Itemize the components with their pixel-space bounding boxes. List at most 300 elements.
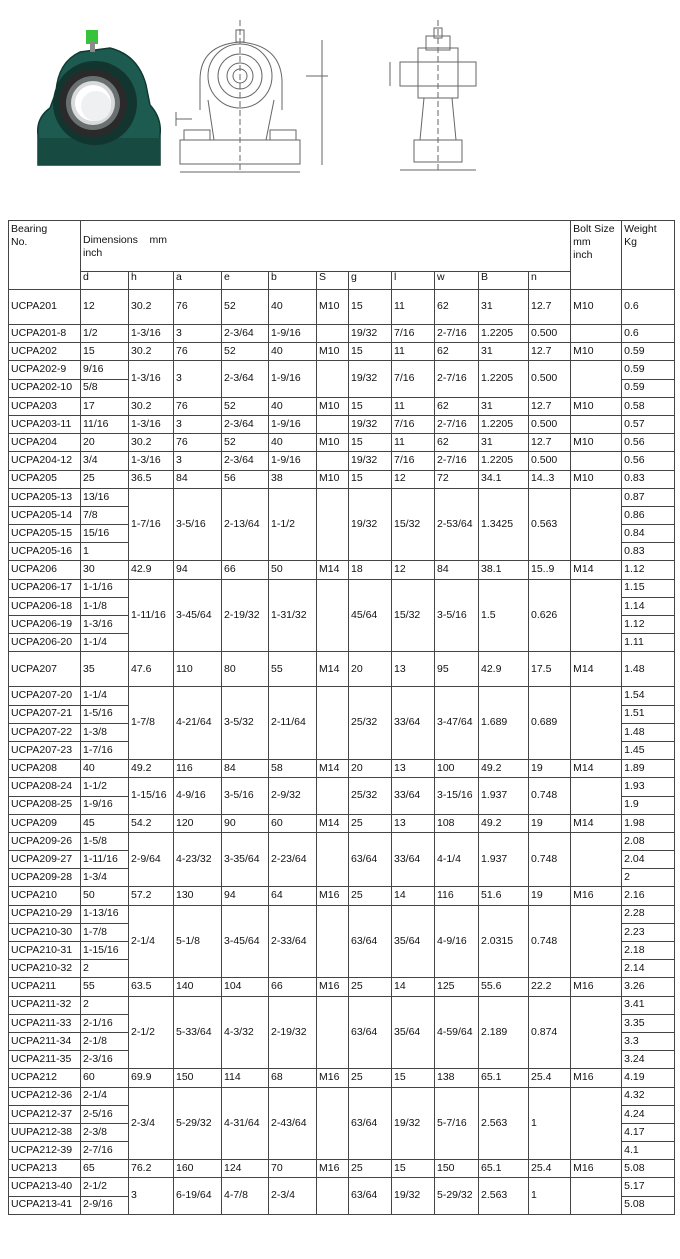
side-view-drawing bbox=[390, 20, 476, 170]
cell-n: 0.500 bbox=[529, 452, 571, 470]
cell-weight: 1.15 bbox=[622, 579, 675, 597]
cell-bearing-no: UCPA203 bbox=[9, 397, 81, 415]
cell-g: 15 bbox=[349, 434, 392, 452]
cell-d: 40 bbox=[81, 760, 129, 778]
cell-w: 62 bbox=[435, 434, 479, 452]
cell-d: 1-7/8 bbox=[81, 923, 129, 941]
cell-n: 12.7 bbox=[529, 434, 571, 452]
cell-w: 62 bbox=[435, 343, 479, 361]
cell-d: 2-9/16 bbox=[81, 1196, 129, 1214]
cell-d: 1-5/8 bbox=[81, 832, 129, 850]
cell-a: 160 bbox=[174, 1160, 222, 1178]
bearing-spec-table bbox=[8, 220, 675, 1215]
cell-bearing-no: UCPA204 bbox=[9, 434, 81, 452]
cell-d: 1 bbox=[81, 543, 129, 561]
cell-w: 62 bbox=[435, 290, 479, 325]
cell-h: 1-3/16 bbox=[129, 325, 174, 343]
table-row bbox=[9, 1160, 675, 1178]
cell-l: 15/32 bbox=[392, 488, 435, 561]
cell-l: 15 bbox=[392, 1069, 435, 1087]
cell-bearing-no: UCPA208-24 bbox=[9, 778, 81, 796]
table-row bbox=[9, 905, 675, 923]
cell-w: 62 bbox=[435, 397, 479, 415]
table-row bbox=[9, 361, 675, 379]
bolt-size-header: Bolt Size mm inch bbox=[571, 221, 622, 290]
cell-d: 60 bbox=[81, 1069, 129, 1087]
cell-n: 0.748 bbox=[529, 778, 571, 814]
cell-s: M16 bbox=[317, 887, 349, 905]
cell-bearing-no: UCPA202-10 bbox=[9, 379, 81, 397]
cell-d: 1-11/16 bbox=[81, 851, 129, 869]
cell-e: 3-5/16 bbox=[222, 778, 269, 814]
cell-bolt: M16 bbox=[571, 1069, 622, 1087]
cell-b: 38 bbox=[269, 470, 317, 488]
cell-weight: 1.89 bbox=[622, 760, 675, 778]
cell-bb: 1.2205 bbox=[479, 452, 529, 470]
table-row bbox=[9, 652, 675, 687]
cell-bolt: M16 bbox=[571, 978, 622, 996]
cell-bb: 1.5 bbox=[479, 579, 529, 652]
cell-weight: 1.45 bbox=[622, 741, 675, 759]
cell-g: 20 bbox=[349, 760, 392, 778]
cell-w: 2-7/16 bbox=[435, 415, 479, 433]
table-row bbox=[9, 1178, 675, 1196]
cell-s: M14 bbox=[317, 814, 349, 832]
cell-e: 114 bbox=[222, 1069, 269, 1087]
cell-bb: 1.937 bbox=[479, 778, 529, 814]
cell-n: 0.500 bbox=[529, 415, 571, 433]
cell-h: 30.2 bbox=[129, 434, 174, 452]
table-row bbox=[9, 760, 675, 778]
cell-n: 25.4 bbox=[529, 1069, 571, 1087]
cell-e: 2-3/64 bbox=[222, 415, 269, 433]
cell-bolt: M10 bbox=[571, 397, 622, 415]
cell-a: 3 bbox=[174, 361, 222, 397]
cell-bearing-no: UCPA208-25 bbox=[9, 796, 81, 814]
cell-weight: 5.17 bbox=[622, 1178, 675, 1196]
cell-bb: 2.0315 bbox=[479, 905, 529, 978]
cell-s: M10 bbox=[317, 434, 349, 452]
cell-b: 55 bbox=[269, 652, 317, 687]
cell-s: M10 bbox=[317, 397, 349, 415]
cell-weight: 4.17 bbox=[622, 1123, 675, 1141]
cell-bearing-no: UCPA208 bbox=[9, 760, 81, 778]
cell-w: 2-7/16 bbox=[435, 325, 479, 343]
cell-d: 1-5/16 bbox=[81, 705, 129, 723]
cell-h: 1-7/16 bbox=[129, 488, 174, 561]
cell-bb: 42.9 bbox=[479, 652, 529, 687]
cell-e: 2-13/64 bbox=[222, 488, 269, 561]
cell-b: 2-43/64 bbox=[269, 1087, 317, 1160]
cell-bolt bbox=[571, 832, 622, 887]
cell-b: 40 bbox=[269, 290, 317, 325]
cell-weight: 3.35 bbox=[622, 1014, 675, 1032]
cell-d: 2 bbox=[81, 960, 129, 978]
table-row bbox=[9, 415, 675, 433]
cell-a: 5-29/32 bbox=[174, 1087, 222, 1160]
cell-s: M16 bbox=[317, 1160, 349, 1178]
cell-a: 4-23/32 bbox=[174, 832, 222, 887]
cell-n: 0.689 bbox=[529, 687, 571, 760]
cell-s bbox=[317, 488, 349, 561]
cell-d: 45 bbox=[81, 814, 129, 832]
cell-l: 33/64 bbox=[392, 687, 435, 760]
table-row bbox=[9, 687, 675, 705]
cell-bearing-no: UCPA207-21 bbox=[9, 705, 81, 723]
cell-l: 15/32 bbox=[392, 579, 435, 652]
cell-w: 3-15/16 bbox=[435, 778, 479, 814]
cell-b: 2-3/4 bbox=[269, 1178, 317, 1214]
cell-weight: 1.9 bbox=[622, 796, 675, 814]
cell-n: 0.626 bbox=[529, 579, 571, 652]
cell-l: 14 bbox=[392, 887, 435, 905]
cell-bb: 1.2205 bbox=[479, 415, 529, 433]
cell-weight: 4.1 bbox=[622, 1142, 675, 1160]
cell-d: 1-3/8 bbox=[81, 723, 129, 741]
cell-h: 54.2 bbox=[129, 814, 174, 832]
cell-g: 25 bbox=[349, 1069, 392, 1087]
bearing-no-header: Bearing No. bbox=[9, 221, 81, 290]
cell-a: 3 bbox=[174, 415, 222, 433]
cell-n: 0.500 bbox=[529, 361, 571, 397]
cell-bearing-no: UCPA206 bbox=[9, 561, 81, 579]
cell-h: 1-3/16 bbox=[129, 452, 174, 470]
dim-col-header-w: w bbox=[435, 272, 479, 290]
cell-weight: 1.48 bbox=[622, 723, 675, 741]
cell-bb: 31 bbox=[479, 397, 529, 415]
cell-bolt: M10 bbox=[571, 290, 622, 325]
cell-weight: 4.24 bbox=[622, 1105, 675, 1123]
cell-b: 60 bbox=[269, 814, 317, 832]
table-row bbox=[9, 579, 675, 597]
cell-s bbox=[317, 778, 349, 814]
cell-weight: 2.14 bbox=[622, 960, 675, 978]
cell-b: 2-11/64 bbox=[269, 687, 317, 760]
cell-bearing-no: UCPA211-33 bbox=[9, 1014, 81, 1032]
table-row bbox=[9, 978, 675, 996]
cell-b: 2-23/64 bbox=[269, 832, 317, 887]
cell-n: 0.500 bbox=[529, 325, 571, 343]
cell-d: 12 bbox=[81, 290, 129, 325]
cell-bearing-no: UCPA201 bbox=[9, 290, 81, 325]
cell-g: 63/64 bbox=[349, 1087, 392, 1160]
cell-bearing-no: UCPA206-18 bbox=[9, 597, 81, 615]
cell-g: 15 bbox=[349, 470, 392, 488]
cell-bearing-no: UCPA205-16 bbox=[9, 543, 81, 561]
cell-d: 1-15/16 bbox=[81, 942, 129, 960]
cell-weight: 0.58 bbox=[622, 397, 675, 415]
cell-bearing-no: UCPA205-15 bbox=[9, 525, 81, 543]
dim-col-header-n: n bbox=[529, 272, 571, 290]
cell-a: 84 bbox=[174, 470, 222, 488]
cell-bolt: M16 bbox=[571, 1160, 622, 1178]
cell-bb: 65.1 bbox=[479, 1069, 529, 1087]
cell-bolt: M14 bbox=[571, 814, 622, 832]
cell-weight: 1.98 bbox=[622, 814, 675, 832]
cell-e: 90 bbox=[222, 814, 269, 832]
cell-d: 1-7/16 bbox=[81, 741, 129, 759]
cell-bb: 49.2 bbox=[479, 760, 529, 778]
cell-bolt: M14 bbox=[571, 760, 622, 778]
cell-bearing-no: UCPA209-27 bbox=[9, 851, 81, 869]
cell-e: 52 bbox=[222, 397, 269, 415]
cell-g: 25 bbox=[349, 978, 392, 996]
cell-h: 30.2 bbox=[129, 290, 174, 325]
cell-bolt bbox=[571, 488, 622, 561]
cell-e: 3-5/32 bbox=[222, 687, 269, 760]
cell-l: 12 bbox=[392, 470, 435, 488]
cell-bb: 31 bbox=[479, 434, 529, 452]
cell-weight: 4.19 bbox=[622, 1069, 675, 1087]
cell-d: 9/16 bbox=[81, 361, 129, 379]
cell-b: 64 bbox=[269, 887, 317, 905]
cell-s: M10 bbox=[317, 470, 349, 488]
cell-a: 116 bbox=[174, 760, 222, 778]
cell-l: 15 bbox=[392, 1160, 435, 1178]
cell-weight: 1.48 bbox=[622, 652, 675, 687]
cell-s bbox=[317, 361, 349, 397]
cell-bearing-no: UCPA212-37 bbox=[9, 1105, 81, 1123]
cell-weight: 2.04 bbox=[622, 851, 675, 869]
cell-bearing-no: UCPA213-41 bbox=[9, 1196, 81, 1214]
cell-d: 13/16 bbox=[81, 488, 129, 506]
dim-col-header-s: S bbox=[317, 272, 349, 290]
cell-weight: 0.83 bbox=[622, 470, 675, 488]
cell-s: M16 bbox=[317, 1069, 349, 1087]
cell-g: 15 bbox=[349, 290, 392, 325]
cell-l: 13 bbox=[392, 814, 435, 832]
cell-e: 66 bbox=[222, 561, 269, 579]
cell-h: 49.2 bbox=[129, 760, 174, 778]
cell-h: 57.2 bbox=[129, 887, 174, 905]
cell-a: 76 bbox=[174, 290, 222, 325]
cell-n: 19 bbox=[529, 760, 571, 778]
cell-h: 76.2 bbox=[129, 1160, 174, 1178]
cell-weight: 0.56 bbox=[622, 434, 675, 452]
cell-weight: 1.12 bbox=[622, 561, 675, 579]
dim-col-header-b: B bbox=[479, 272, 529, 290]
cell-b: 1-9/16 bbox=[269, 325, 317, 343]
cell-l: 13 bbox=[392, 760, 435, 778]
cell-bearing-no: UCPA210-31 bbox=[9, 942, 81, 960]
cell-w: 116 bbox=[435, 887, 479, 905]
cell-s: M10 bbox=[317, 290, 349, 325]
cell-d: 1-1/2 bbox=[81, 778, 129, 796]
cell-e: 52 bbox=[222, 434, 269, 452]
cell-d: 7/8 bbox=[81, 506, 129, 524]
cell-bearing-no: UCPA207-20 bbox=[9, 687, 81, 705]
cell-l: 19/32 bbox=[392, 1178, 435, 1214]
cell-weight: 3.41 bbox=[622, 996, 675, 1014]
product-figures bbox=[0, 0, 680, 200]
cell-a: 5-1/8 bbox=[174, 905, 222, 978]
cell-bolt bbox=[571, 415, 622, 433]
cell-bb: 1.689 bbox=[479, 687, 529, 760]
dim-col-header-e: e bbox=[222, 272, 269, 290]
cell-d: 1-1/8 bbox=[81, 597, 129, 615]
cell-l: 35/64 bbox=[392, 905, 435, 978]
cell-n: 1 bbox=[529, 1087, 571, 1160]
cell-weight: 2.23 bbox=[622, 923, 675, 941]
cell-bb: 1.3425 bbox=[479, 488, 529, 561]
cell-n: 14..3 bbox=[529, 470, 571, 488]
cell-bearing-no: UCPA209-28 bbox=[9, 869, 81, 887]
cell-bearing-no: UCPA210-32 bbox=[9, 960, 81, 978]
cell-weight: 0.83 bbox=[622, 543, 675, 561]
cell-weight: 0.87 bbox=[622, 488, 675, 506]
cell-h: 2-1/4 bbox=[129, 905, 174, 978]
cell-weight: 1.51 bbox=[622, 705, 675, 723]
cell-b: 1-31/32 bbox=[269, 579, 317, 652]
cell-e: 56 bbox=[222, 470, 269, 488]
cell-n: 17.5 bbox=[529, 652, 571, 687]
cell-bb: 51.6 bbox=[479, 887, 529, 905]
table-row bbox=[9, 887, 675, 905]
cell-bb: 2.189 bbox=[479, 996, 529, 1069]
cell-d: 20 bbox=[81, 434, 129, 452]
cell-n: 12.7 bbox=[529, 290, 571, 325]
cell-bearing-no: UCPA213-40 bbox=[9, 1178, 81, 1196]
cell-bearing-no: UCPA209-26 bbox=[9, 832, 81, 850]
cell-bb: 31 bbox=[479, 290, 529, 325]
header-row bbox=[9, 221, 675, 272]
cell-n: 12.7 bbox=[529, 397, 571, 415]
cell-a: 76 bbox=[174, 397, 222, 415]
cell-n: 19 bbox=[529, 814, 571, 832]
cell-d: 1-3/4 bbox=[81, 869, 129, 887]
table-row bbox=[9, 343, 675, 361]
dim-col-header-l: l bbox=[392, 272, 435, 290]
cell-bearing-no: UCPA211-32 bbox=[9, 996, 81, 1014]
cell-n: 0.748 bbox=[529, 905, 571, 978]
cell-bolt bbox=[571, 579, 622, 652]
cell-a: 76 bbox=[174, 434, 222, 452]
cell-d: 50 bbox=[81, 887, 129, 905]
cell-w: 5-29/32 bbox=[435, 1178, 479, 1214]
cell-w: 95 bbox=[435, 652, 479, 687]
cell-d: 35 bbox=[81, 652, 129, 687]
cell-a: 4-9/16 bbox=[174, 778, 222, 814]
table-row bbox=[9, 452, 675, 470]
cell-g: 63/64 bbox=[349, 1178, 392, 1214]
cell-bolt bbox=[571, 687, 622, 760]
cell-w: 4-1/4 bbox=[435, 832, 479, 887]
cell-b: 40 bbox=[269, 434, 317, 452]
cell-w: 150 bbox=[435, 1160, 479, 1178]
cell-d: 2-3/8 bbox=[81, 1123, 129, 1141]
table-row bbox=[9, 832, 675, 850]
cell-w: 4-9/16 bbox=[435, 905, 479, 978]
cell-h: 2-1/2 bbox=[129, 996, 174, 1069]
cell-weight: 0.56 bbox=[622, 452, 675, 470]
cell-weight: 0.84 bbox=[622, 525, 675, 543]
cell-h: 36.5 bbox=[129, 470, 174, 488]
cell-weight: 5.08 bbox=[622, 1196, 675, 1214]
cell-bearing-no: UCPA207 bbox=[9, 652, 81, 687]
cell-weight: 0.86 bbox=[622, 506, 675, 524]
cell-weight: 1.12 bbox=[622, 616, 675, 634]
cell-l: 7/16 bbox=[392, 325, 435, 343]
cell-g: 19/32 bbox=[349, 325, 392, 343]
cell-s: M16 bbox=[317, 978, 349, 996]
cell-e: 3-45/64 bbox=[222, 905, 269, 978]
cell-d: 2 bbox=[81, 996, 129, 1014]
cell-l: 11 bbox=[392, 434, 435, 452]
cell-h: 30.2 bbox=[129, 397, 174, 415]
cell-b: 50 bbox=[269, 561, 317, 579]
cell-weight: 2.08 bbox=[622, 832, 675, 850]
dim-col-header-g: g bbox=[349, 272, 392, 290]
cell-weight: 3.3 bbox=[622, 1032, 675, 1050]
cell-h: 47.6 bbox=[129, 652, 174, 687]
cell-a: 150 bbox=[174, 1069, 222, 1087]
cell-e: 4-3/32 bbox=[222, 996, 269, 1069]
cell-s bbox=[317, 832, 349, 887]
dim-col-header-h: h bbox=[129, 272, 174, 290]
cell-b: 70 bbox=[269, 1160, 317, 1178]
cell-g: 25 bbox=[349, 1160, 392, 1178]
cell-h: 2-9/64 bbox=[129, 832, 174, 887]
cell-l: 33/64 bbox=[392, 778, 435, 814]
cell-s bbox=[317, 452, 349, 470]
cell-bearing-no: UCPA202 bbox=[9, 343, 81, 361]
cell-weight: 1.93 bbox=[622, 778, 675, 796]
dimensions-header: Dimensions mm inch bbox=[81, 221, 571, 272]
cell-bolt: M14 bbox=[571, 561, 622, 579]
cell-s bbox=[317, 1178, 349, 1214]
cell-d: 65 bbox=[81, 1160, 129, 1178]
cell-s bbox=[317, 325, 349, 343]
cell-bolt bbox=[571, 996, 622, 1069]
cell-l: 11 bbox=[392, 290, 435, 325]
cell-b: 1-9/16 bbox=[269, 415, 317, 433]
cell-h: 42.9 bbox=[129, 561, 174, 579]
cell-bolt: M16 bbox=[571, 887, 622, 905]
cell-l: 33/64 bbox=[392, 832, 435, 887]
cell-h: 1-11/16 bbox=[129, 579, 174, 652]
cell-g: 19/32 bbox=[349, 415, 392, 433]
pillow-block-photo bbox=[38, 30, 161, 165]
cell-weight: 2.16 bbox=[622, 887, 675, 905]
table-row bbox=[9, 397, 675, 415]
cell-l: 7/16 bbox=[392, 452, 435, 470]
cell-a: 110 bbox=[174, 652, 222, 687]
cell-b: 58 bbox=[269, 760, 317, 778]
cell-weight: 1.54 bbox=[622, 687, 675, 705]
cell-w: 2-7/16 bbox=[435, 452, 479, 470]
cell-g: 25 bbox=[349, 887, 392, 905]
cell-g: 15 bbox=[349, 343, 392, 361]
cell-b: 40 bbox=[269, 397, 317, 415]
cell-e: 2-19/32 bbox=[222, 579, 269, 652]
cell-g: 25/32 bbox=[349, 778, 392, 814]
cell-bb: 38.1 bbox=[479, 561, 529, 579]
cell-n: 0.748 bbox=[529, 832, 571, 887]
cell-d: 1-13/16 bbox=[81, 905, 129, 923]
cell-l: 7/16 bbox=[392, 415, 435, 433]
cell-e: 52 bbox=[222, 290, 269, 325]
cell-d: 5/8 bbox=[81, 379, 129, 397]
cell-l: 14 bbox=[392, 978, 435, 996]
cell-g: 45/64 bbox=[349, 579, 392, 652]
cell-bearing-no: UCPA206-19 bbox=[9, 616, 81, 634]
table-row bbox=[9, 290, 675, 325]
cell-n: 1 bbox=[529, 1178, 571, 1214]
cell-weight: 0.59 bbox=[622, 361, 675, 379]
cell-b: 66 bbox=[269, 978, 317, 996]
cell-bb: 49.2 bbox=[479, 814, 529, 832]
cell-w: 100 bbox=[435, 760, 479, 778]
